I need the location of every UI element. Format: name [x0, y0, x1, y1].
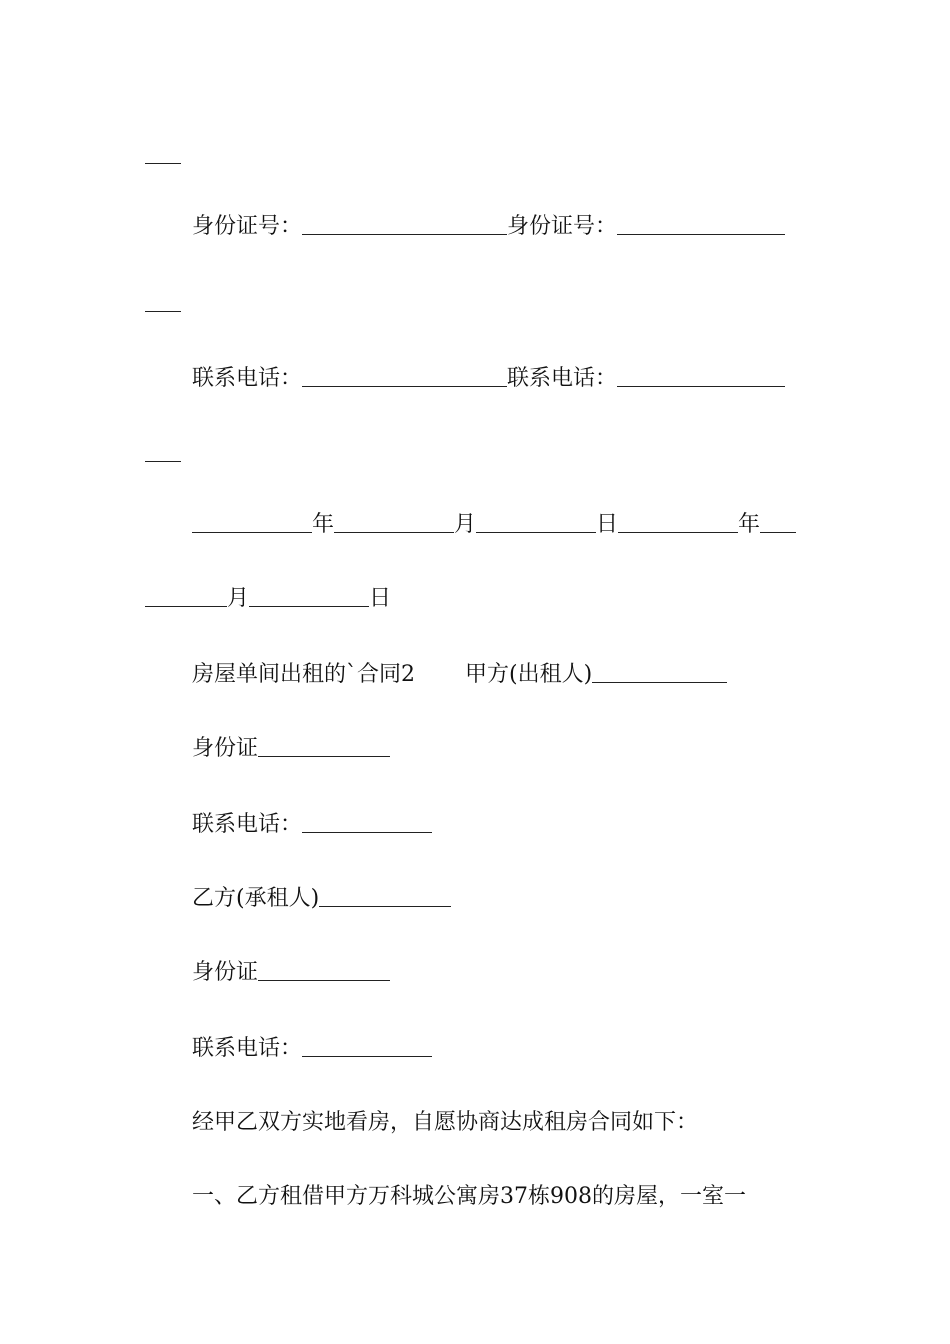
end-day-blank[interactable]	[249, 584, 369, 607]
party-b-id-row	[192, 958, 390, 988]
contract-title: 房屋单间出租的`合同2	[192, 662, 415, 687]
start-day-blank[interactable]	[476, 510, 596, 533]
month-label: 月	[227, 586, 250, 611]
tenant-phone-label: 联系电话：	[507, 366, 618, 391]
tenant-phone-blank[interactable]	[617, 364, 785, 387]
tenant-id-blank[interactable]	[617, 212, 785, 235]
start-month-blank[interactable]	[334, 510, 454, 533]
party-a-blank[interactable]	[592, 660, 727, 683]
party-a-label: 甲方(出租人)	[465, 662, 593, 687]
clause-1: 一、乙方租借甲方万科城公寓房37栋908的房屋，一室一	[192, 1184, 746, 1209]
end-year-blank[interactable]	[618, 510, 738, 533]
party-a-phone-blank[interactable]	[302, 810, 432, 833]
day-label: 日	[596, 512, 619, 537]
party-b-blank[interactable]	[319, 884, 451, 907]
year-label: 年	[738, 512, 761, 537]
tenant-id-label: 身份证号：	[507, 214, 618, 239]
party-b-id-label: 身份证	[192, 960, 259, 985]
landlord-id-label: 身份证号：	[192, 214, 303, 239]
party-a-id-row	[192, 734, 390, 764]
start-year-blank[interactable]	[192, 510, 312, 533]
party-b-label: 乙方(承租人)	[192, 886, 320, 911]
blank-line-continuation	[145, 460, 181, 462]
end-month-blank-start[interactable]	[760, 510, 796, 533]
party-b-phone-blank[interactable]	[302, 1034, 432, 1057]
party-b-id-blank[interactable]	[258, 958, 390, 981]
party-a-id-label: 身份证	[192, 736, 259, 761]
lease-period-row	[192, 510, 796, 540]
phone-row	[192, 364, 785, 394]
landlord-id-blank[interactable]	[302, 212, 507, 235]
year-label: 年	[312, 512, 335, 537]
landlord-phone-blank[interactable]	[302, 364, 507, 387]
party-a-phone-row	[192, 810, 432, 840]
party-a-phone-label: 联系电话：	[192, 812, 303, 837]
intro-paragraph: 经甲乙双方实地看房，自愿协商达成租房合同如下：	[192, 1110, 699, 1135]
party-b-row	[192, 884, 451, 914]
party-a-id-blank[interactable]	[258, 734, 390, 757]
landlord-phone-label: 联系电话：	[192, 366, 303, 391]
id-number-row	[192, 212, 785, 242]
party-b-phone-row	[192, 1034, 432, 1064]
blank-line-continuation	[145, 310, 181, 312]
contract-heading-row	[192, 660, 727, 690]
blank-line-continuation	[145, 162, 181, 164]
month-label: 月	[454, 512, 477, 537]
party-b-phone-label: 联系电话：	[192, 1036, 303, 1061]
lease-period-row-cont	[145, 584, 391, 614]
day-label: 日	[369, 586, 392, 611]
end-month-blank[interactable]	[145, 584, 227, 607]
